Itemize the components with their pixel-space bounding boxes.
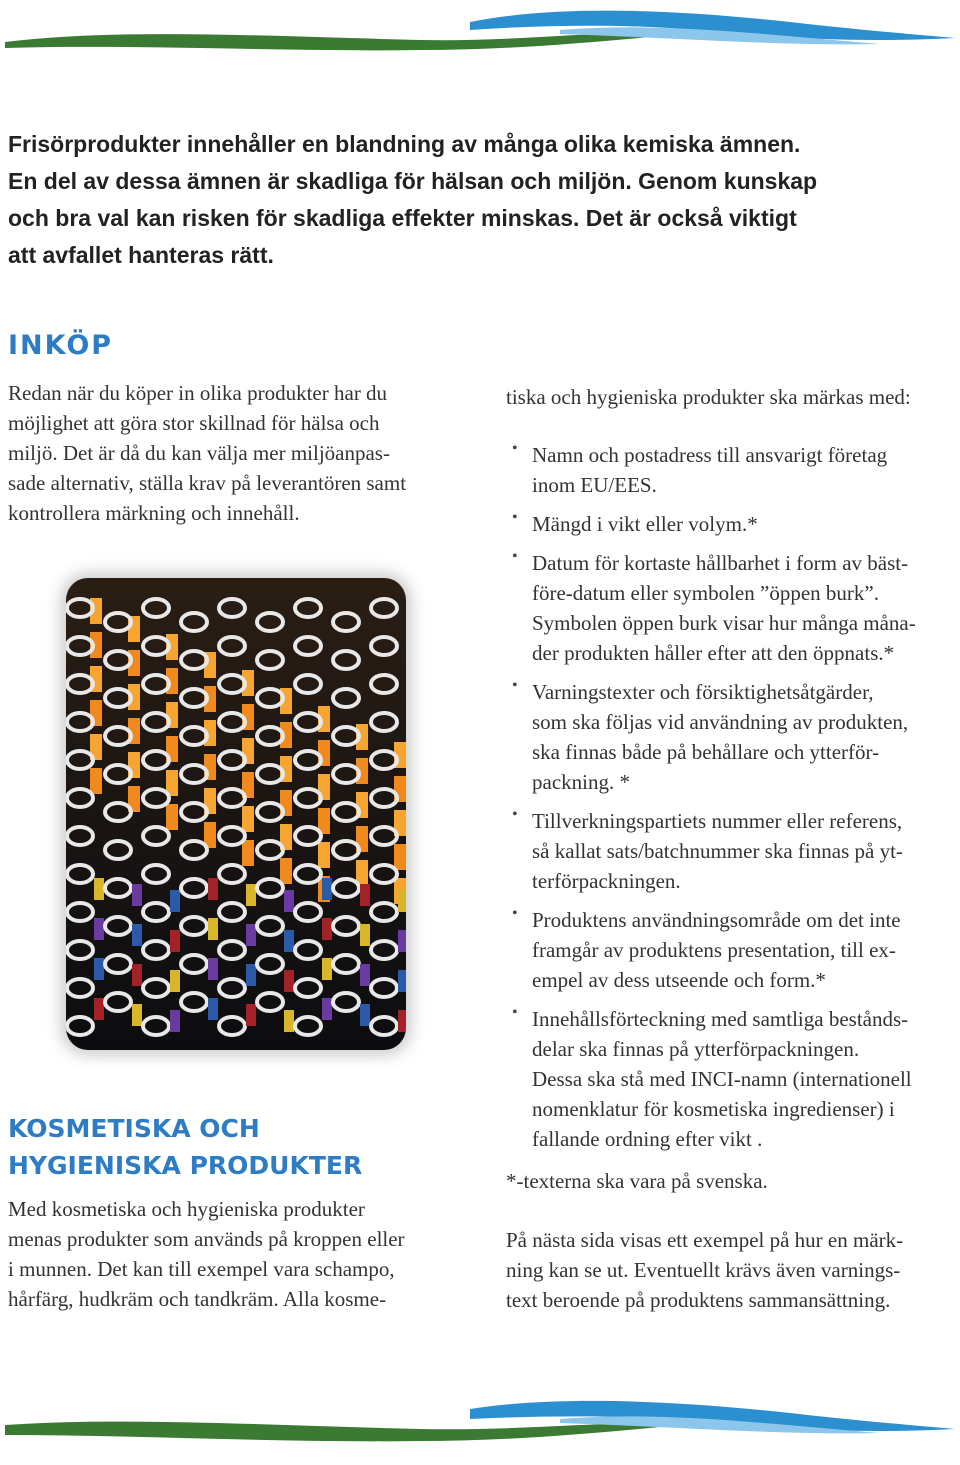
bullet-icon: • [512, 905, 518, 922]
list-item-line: inom EU/EES. [532, 473, 657, 497]
intro-line: att avfallet hanteras rätt. [8, 242, 274, 268]
labeling-lead: tiska och hygieniska produkter ska märkas med: [506, 385, 911, 409]
intro-line: En del av dessa ämnen är skadliga för hälsan och miljön. Genom kunskap [8, 168, 818, 194]
kosmetiska-line: hårfärg, hudkräm och tandkräm. Alla kosme- [8, 1287, 387, 1311]
list-item-line: före-datum eller symbolen ”öppen burk”. [532, 581, 879, 605]
list-item [506, 440, 956, 500]
kosmetiska-paragraph [8, 1194, 468, 1314]
list-item [506, 905, 956, 995]
kosmetiska-line: menas produkter som används på kroppen eller [8, 1227, 405, 1251]
list-item-line: nomenklatur för kosmetiska ingredienser) i [532, 1097, 895, 1121]
bullet-icon: • [512, 548, 518, 565]
product-shelf-photo [66, 578, 406, 1050]
labeling-requirements-column [506, 382, 956, 1315]
list-item-line: Symbolen öppen burk visar hur många måna- [532, 611, 916, 635]
list-item-line: Datum för kortaste hållbarhet i form av bäst- [532, 551, 909, 575]
list-item-line: Tillverkningspartiets nummer eller referens, [532, 809, 903, 833]
intro-paragraph [8, 126, 828, 274]
bullet-icon: • [512, 440, 518, 457]
list-item [506, 806, 956, 896]
intro-line: och bra val kan risken för skadliga effekter minskas. Det är också viktigt [8, 205, 797, 231]
bullet-icon: • [512, 509, 518, 526]
next-page-line: text beroende på produktens sammansättning. [506, 1288, 891, 1312]
intro-line: Frisörprodukter innehåller en blandning av många olika kemiska ämnen. [8, 131, 801, 157]
list-item-line: Varningstexter och försiktighetsåtgärder, [532, 680, 874, 704]
inkop-line: kontrollera märkning och innehåll. [8, 501, 300, 525]
inkop-line: möjlighet att göra stor skillnad för hälsa och [8, 411, 380, 435]
kosmetiska-heading-line: KOSMETISKA OCH [8, 1114, 260, 1143]
list-item-line: som ska följas vid användning av produkten, [532, 710, 909, 734]
list-item-line: så kallat sats/batchnummer ska finnas på yt- [532, 839, 903, 863]
labeling-requirements-list [506, 440, 956, 1154]
bullet-icon: • [512, 806, 518, 823]
list-item-line: packning. * [532, 770, 630, 794]
swedish-text-note: *-texterna ska vara på svenska. [506, 1169, 768, 1193]
list-item-line: Namn och postadress till ansvarigt företag [532, 443, 888, 467]
list-item [506, 677, 956, 797]
next-page-paragraph [506, 1225, 956, 1315]
inkop-line: miljö. Det är då du kan välja mer miljöanpas- [8, 441, 390, 465]
kosmetiska-line: i munnen. Det kan till exempel vara schampo, [8, 1257, 395, 1281]
list-item-line: framgår av produktens presentation, till ex- [532, 938, 896, 962]
list-item-line: terförpackningen. [532, 869, 681, 893]
bottom-swoosh-decoration [0, 1395, 960, 1465]
swoosh-green-stroke [5, 1422, 700, 1442]
bullet-icon: • [512, 1004, 518, 1021]
list-item-line: empel av dess utseende och form.* [532, 968, 826, 992]
kosmetiska-heading [8, 1110, 362, 1184]
cosmetic-tubes-shelf-photo [66, 578, 406, 1050]
top-swoosh-decoration [0, 0, 960, 70]
list-item-line: ska finnas både på behållare och ytterför- [532, 740, 880, 764]
list-item [506, 1004, 956, 1154]
list-item-line: der produkten håller efter att den öppnats.* [532, 641, 895, 665]
list-item-line: fallande ordning efter vikt . [532, 1127, 763, 1151]
bullet-icon: • [512, 677, 518, 694]
list-item-line: Mängd i vikt eller volym.* [532, 512, 758, 536]
next-page-line: ning kan se ut. Eventuellt krävs även varnings- [506, 1258, 901, 1282]
list-item [506, 548, 956, 668]
kosmetiska-line: Med kosmetiska och hygieniska produkter [8, 1197, 365, 1221]
kosmetiska-heading-line: HYGIENISKA PRODUKTER [8, 1151, 363, 1180]
list-item-line: Dessa ska stå med INCI-namn (internationell [532, 1067, 912, 1091]
list-item [506, 509, 956, 539]
inkop-paragraph [8, 378, 468, 528]
inkop-line: sade alternativ, ställa krav på leverantören samt [8, 471, 407, 495]
next-page-line: På nästa sida visas ett exempel på hur en märk- [506, 1228, 904, 1252]
list-item-line: Innehållsförteckning med samtliga bestånds- [532, 1007, 909, 1031]
list-item-line: Produktens användningsområde om det inte [532, 908, 901, 932]
inkop-line: Redan när du köper in olika produkter har du [8, 381, 388, 405]
inkop-heading: INKÖP [8, 330, 114, 361]
list-item-line: delar ska finnas på ytterförpackningen. [532, 1037, 860, 1061]
